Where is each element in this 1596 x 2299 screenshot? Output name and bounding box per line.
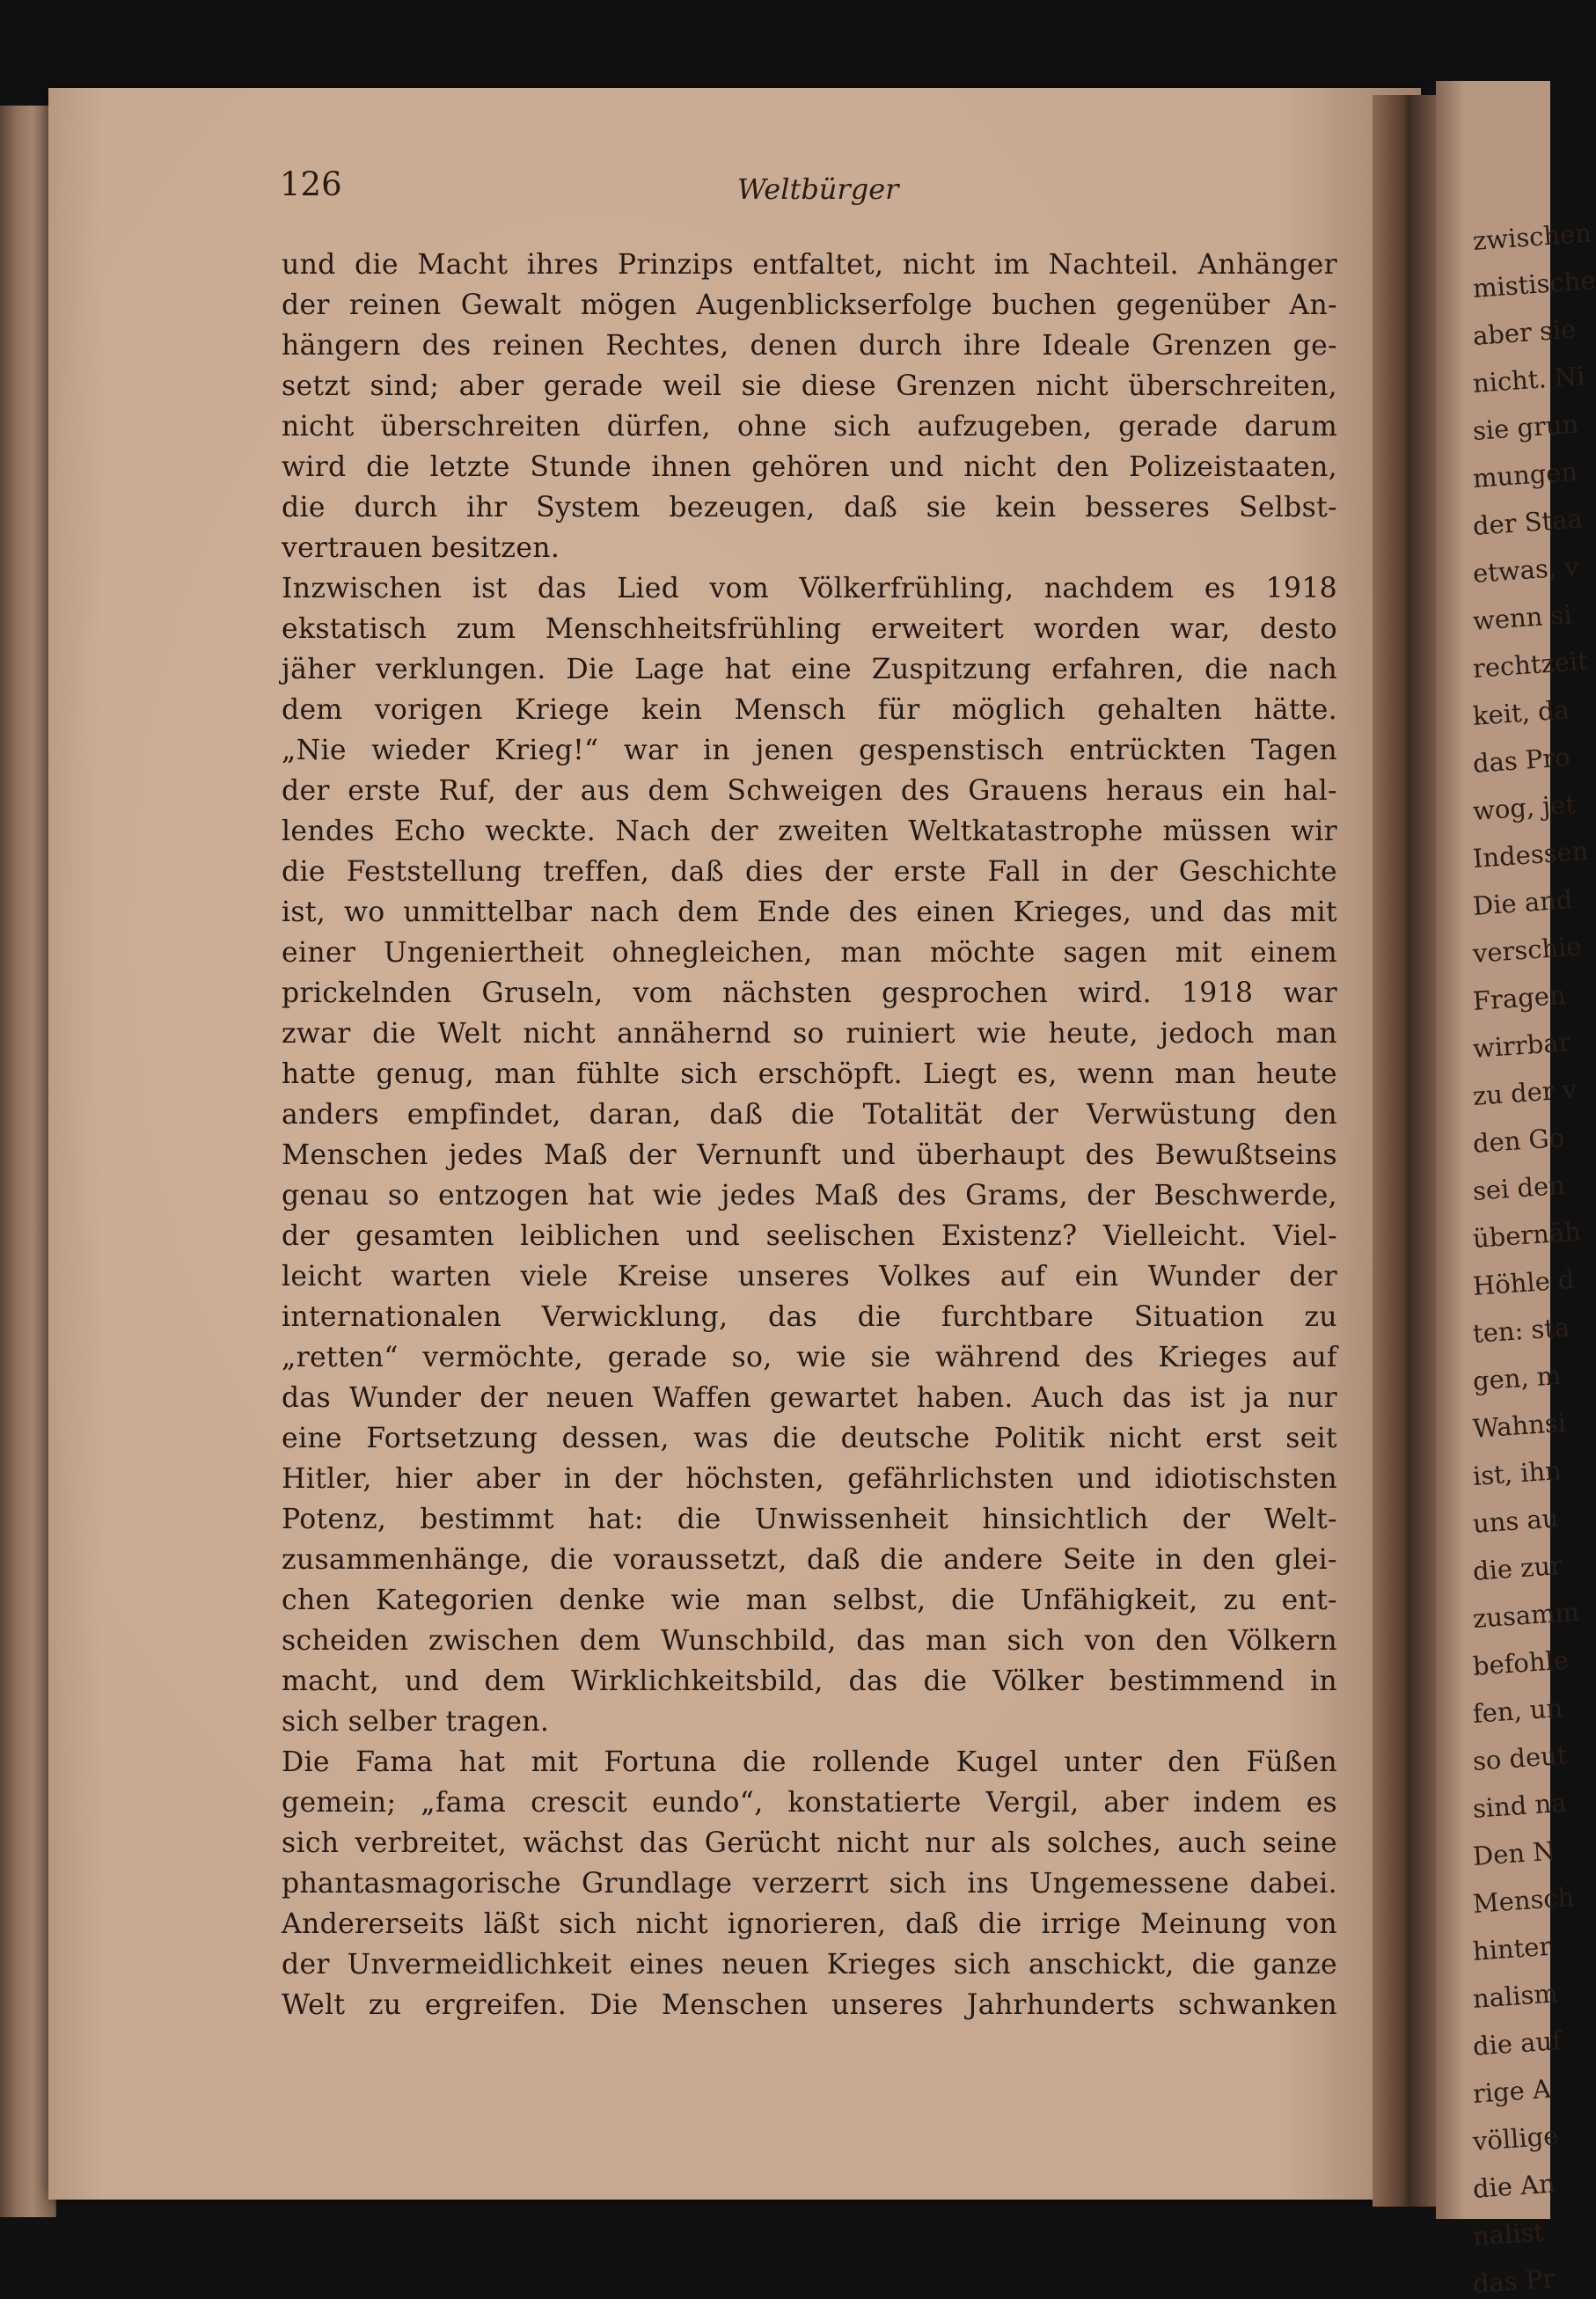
- facing-page-line: Wahnsi: [1471, 1407, 1568, 1444]
- facing-page-line: rige A: [1471, 2073, 1553, 2109]
- facing-page-line: befohle: [1471, 1644, 1570, 1681]
- facing-page-line: das Pro: [1471, 742, 1571, 779]
- facing-page-line: gen, m: [1471, 1360, 1563, 1396]
- facing-page-line: uns au: [1471, 1503, 1560, 1539]
- facing-page-line: wirrbar: [1471, 1027, 1572, 1064]
- text-line: der gesamten leiblichen und seelischen Existenz? Vielleicht. Viel-: [282, 1220, 1337, 1252]
- text-line: scheiden zwischen dem Wunschbild, das man sich von den Völkern: [282, 1625, 1337, 1657]
- facing-page-line: den Go: [1471, 1122, 1566, 1159]
- facing-page-line: so deut: [1471, 1739, 1569, 1776]
- text-line: genau so entzogen hat wie jedes Maß des Grams, der Beschwerde,: [282, 1180, 1337, 1212]
- text-line: zwar die Welt nicht annähernd so ruiniert wie heute, jedoch man: [282, 1018, 1337, 1050]
- text-line: Menschen jedes Maß der Vernunft und überhaupt des Bewußtseins: [282, 1139, 1337, 1171]
- facing-page-line: die auf: [1471, 2025, 1563, 2061]
- facing-page-line: der Staa: [1471, 503, 1584, 541]
- facing-page-line: nalist: [1471, 2216, 1546, 2251]
- text-line: der erste Ruf, der aus dem Schweigen des Grauens heraus ein hal-: [282, 775, 1337, 807]
- facing-page-fragment: [1436, 81, 1596, 2299]
- text-line: hatte genug, man fühlte sich erschöpft. Liegt es, wenn man heute: [282, 1058, 1337, 1090]
- running-title: Weltbürger: [737, 172, 899, 206]
- page-header: [280, 165, 1336, 218]
- text-line: eine Fortsetzung dessen, was die deutsche Politik nicht erst seit: [282, 1423, 1337, 1454]
- text-line: setzt sind; aber gerade weil sie diese Grenzen nicht überschreiten,: [282, 370, 1337, 402]
- facing-page-line: mungen: [1471, 456, 1579, 494]
- facing-page-line: mistische: [1471, 265, 1596, 304]
- text-line: und die Macht ihres Prinzips entfaltet, nicht im Nachteil. Anhänger: [282, 249, 1337, 281]
- facing-page-line: Indessen: [1471, 835, 1590, 874]
- body-text: [282, 245, 1337, 2025]
- text-line: sich selber tragen.: [282, 1706, 550, 1738]
- text-line: gemein; „fama crescit eundo“, konstatierte Vergil, aber indem es: [282, 1787, 1337, 1819]
- facing-page-line: etwas, v: [1471, 551, 1580, 589]
- facing-page-line: die zur: [1471, 1549, 1563, 1586]
- facing-page-line: sei den: [1471, 1169, 1566, 1206]
- facing-page-line: die An: [1471, 2168, 1556, 2204]
- facing-page-line: Die and: [1471, 884, 1574, 921]
- facing-page-line: fen, un: [1471, 1692, 1564, 1729]
- text-line: chen Kategorien denke wie man selbst, die Unfähigkeit, zu ent-: [282, 1585, 1337, 1616]
- text-line: die Feststellung treffen, daß dies der erste Fall in der Geschichte: [282, 856, 1337, 888]
- text-line: Andererseits läßt sich nicht ignorieren, daß die irrige Meinung von: [282, 1908, 1337, 1940]
- facing-page-line: nicht. Ni: [1471, 361, 1586, 399]
- facing-page-line: zu der v: [1471, 1073, 1578, 1111]
- text-line: „retten“ vermöchte, gerade so, wie sie während des Krieges auf: [282, 1342, 1337, 1373]
- page-number: 126: [280, 165, 342, 203]
- facing-page-line: Mensch: [1471, 1881, 1576, 1919]
- facing-page-line: wog, jet: [1471, 788, 1577, 826]
- text-line: sich verbreitet, wächst das Gerücht nicht nur als solches, auch seine: [282, 1827, 1337, 1859]
- text-line: Die Fama hat mit Fortuna die rollende Kugel unter den Füßen: [282, 1746, 1337, 1778]
- text-line: wird die letzte Stunde ihnen gehören und nicht den Polizeistaaten,: [282, 451, 1337, 483]
- text-line: hängern des reinen Rechtes, denen durch ihre Ideale Grenzen ge-: [282, 330, 1337, 362]
- text-line: macht, und dem Wirklichkeitsbild, das die Völker bestimmend in: [282, 1666, 1337, 1697]
- facing-page-line: übernäh: [1471, 1216, 1582, 1254]
- text-line: Potenz, bestimmt hat: die Unwissenheit hinsichtlich der Welt-: [282, 1504, 1337, 1535]
- facing-page-line: verschie: [1471, 931, 1583, 969]
- facing-page-line: völlige: [1471, 2120, 1560, 2156]
- facing-page-line: sind na: [1471, 1787, 1568, 1824]
- text-line: der reinen Gewalt mögen Augenblickserfolge buchen gegenüber An-: [282, 289, 1337, 321]
- facing-page-line: das Pr: [1471, 2263, 1556, 2299]
- facing-page-line: sie grun: [1471, 408, 1580, 446]
- text-line: vertrauen besitzen.: [282, 532, 560, 564]
- facing-page-line: nalism: [1471, 1978, 1559, 2014]
- facing-page-line: zwischen: [1471, 217, 1592, 256]
- text-line: der Unvermeidlichkeit eines neuen Krieges sich anschickt, die ganze: [282, 1949, 1337, 1981]
- text-line: die durch ihr System bezeugen, daß sie kein besseres Selbst-: [282, 492, 1337, 523]
- text-line: einer Ungeniertheit ohnegleichen, man möchte sagen mit einem: [282, 937, 1337, 969]
- text-line: ist, wo unmittelbar nach dem Ende des einen Krieges, und das mit: [282, 897, 1337, 928]
- facing-page-line: keit, da: [1471, 694, 1570, 731]
- facing-page-line: ten: sta: [1471, 1312, 1571, 1349]
- text-line: „Nie wieder Krieg!“ war in jenen gespenstisch entrückten Tagen: [282, 735, 1337, 766]
- text-line: das Wunder der neuen Waffen gewartet haben. Auch das ist ja nur: [282, 1382, 1337, 1414]
- facing-page-line: ist, ihn: [1471, 1455, 1563, 1491]
- text-line: jäher verklungen. Die Lage hat eine Zuspitzung erfahren, die nach: [282, 654, 1337, 685]
- text-line: lendes Echo weckte. Nach der zweiten Weltkatastrophe müssen wir: [282, 816, 1337, 847]
- text-line: Hitler, hier aber in der höchsten, gefährlichsten und idiotischsten: [282, 1463, 1337, 1495]
- facing-page-line: Den N: [1471, 1835, 1556, 1871]
- text-line: Inzwischen ist das Lied vom Völkerfrühling, nachdem es 1918: [282, 573, 1337, 604]
- text-line: nicht überschreiten dürfen, ohne sich aufzugeben, gerade darum: [282, 411, 1337, 443]
- text-line: phantasmagorische Grundlage verzerrt sich ins Ungemessene dabei.: [282, 1868, 1337, 1900]
- facing-page-line: Höhle d: [1471, 1263, 1576, 1301]
- facing-page-line: aber sie: [1471, 313, 1578, 351]
- text-line: internationalen Verwicklung, das die furchtbare Situation zu: [282, 1301, 1337, 1333]
- text-line: zusammenhänge, die voraussetzt, daß die andere Seite in den glei-: [282, 1544, 1337, 1576]
- text-line: Welt zu ergreifen. Die Menschen unseres Jahrhunderts schwanken: [282, 1989, 1337, 2021]
- facing-page-line: zusamm: [1471, 1596, 1581, 1634]
- text-line: anders empfindet, daran, daß die Totalität der Verwüstung den: [282, 1099, 1337, 1131]
- text-line: dem vorigen Kriege kein Mensch für möglich gehalten hätte.: [282, 694, 1337, 726]
- text-line: ekstatisch zum Menschheitsfrühling erweitert worden war, desto: [282, 613, 1337, 645]
- facing-page-line: rechtzeit: [1471, 645, 1589, 684]
- text-line: leicht warten viele Kreise unseres Volkes auf ein Wunder der: [282, 1261, 1337, 1292]
- facing-page-line: Fragen: [1471, 979, 1567, 1016]
- text-line: prickelnden Gruseln, vom nächsten gesprochen wird. 1918 war: [282, 977, 1337, 1009]
- book-gutter: [1373, 95, 1439, 2207]
- facing-page-line: wenn si: [1471, 599, 1573, 636]
- facing-page-line: hinter: [1471, 1930, 1553, 1966]
